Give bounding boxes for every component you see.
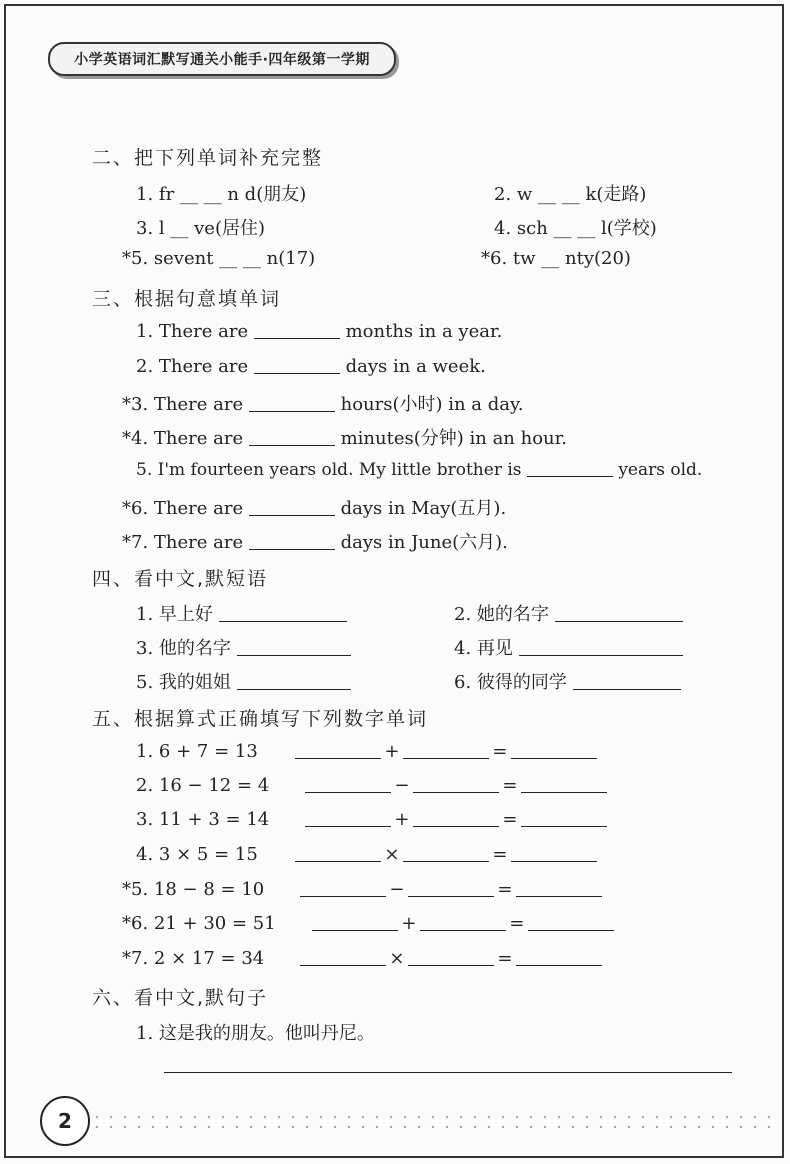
section-6-heading: 六、看中文,默句子 <box>92 987 269 1009</box>
s3-item-2: 2. There are days in a week. <box>136 356 486 377</box>
s5-item-4: 4. 3 × 5 = 15 × = <box>136 843 597 865</box>
s4-item-1: 1. 早上好 <box>136 600 347 626</box>
section-5-heading: 五、根据算式正确填写下列数字单词 <box>92 708 429 730</box>
section-2-heading: 二、把下列单词补充完整 <box>92 147 324 169</box>
s3-item-3: *3. There are hours(小时) in a day. <box>122 394 524 415</box>
s3-item-5: 5. I'm fourteen years old. My little brother is years old. <box>136 460 703 480</box>
s3-item-1: 1. There are months in a year. <box>136 321 503 342</box>
answer-line <box>164 1072 732 1073</box>
s5-item-2: 2. 16 − 12 = 4 − = <box>136 774 607 796</box>
s5-item-1: 1. 6 + 7 = 13 + = <box>136 740 597 762</box>
s5-item-5: *5. 18 − 8 = 10 − = <box>122 878 602 900</box>
page-number: 2 <box>40 1096 90 1146</box>
s6-item-1: 1. 这是我的朋友。他叫丹尼。 <box>136 1023 375 1044</box>
s4-item-5: 5. 我的姐姐 <box>136 668 351 694</box>
s5-item-6: *6. 21 + 30 = 51 + = <box>122 912 614 934</box>
s2-item-6: *6. tw __ nty(20) <box>481 248 631 269</box>
s2-item-2: 2. w __ __ k(走路) <box>494 184 647 205</box>
s2-item-5: *5. sevent __ __ n(17) <box>122 248 316 269</box>
s3-item-6: *6. There are days in May(五月). <box>122 498 507 519</box>
s2-item-3: 3. l __ ve(居住) <box>136 218 265 239</box>
section-4-heading: 四、看中文,默短语 <box>92 568 269 590</box>
s2-item-4: 4. sch __ __ l(学校) <box>494 218 657 239</box>
header-banner: 小学英语词汇默写通关小能手·四年级第一学期 <box>48 42 396 76</box>
s4-item-4: 4. 再见 <box>454 634 683 660</box>
s5-item-3: 3. 11 + 3 = 14 + = <box>136 808 607 830</box>
s3-item-7: *7. There are days in June(六月). <box>122 532 508 553</box>
s4-item-6: 6. 彼得的同学 <box>454 668 681 694</box>
s3-item-4: *4. There are minutes(分钟) in an hour. <box>122 428 567 449</box>
s4-item-2: 2. 她的名字 <box>454 600 683 626</box>
s5-item-7: *7. 2 × 17 = 34 × = <box>122 947 602 969</box>
footer-decoration <box>90 1112 780 1128</box>
s2-item-1: 1. fr __ __ n d(朋友) <box>136 184 307 205</box>
s4-item-3: 3. 他的名字 <box>136 634 351 660</box>
section-3-heading: 三、根据句意填单词 <box>92 288 282 310</box>
